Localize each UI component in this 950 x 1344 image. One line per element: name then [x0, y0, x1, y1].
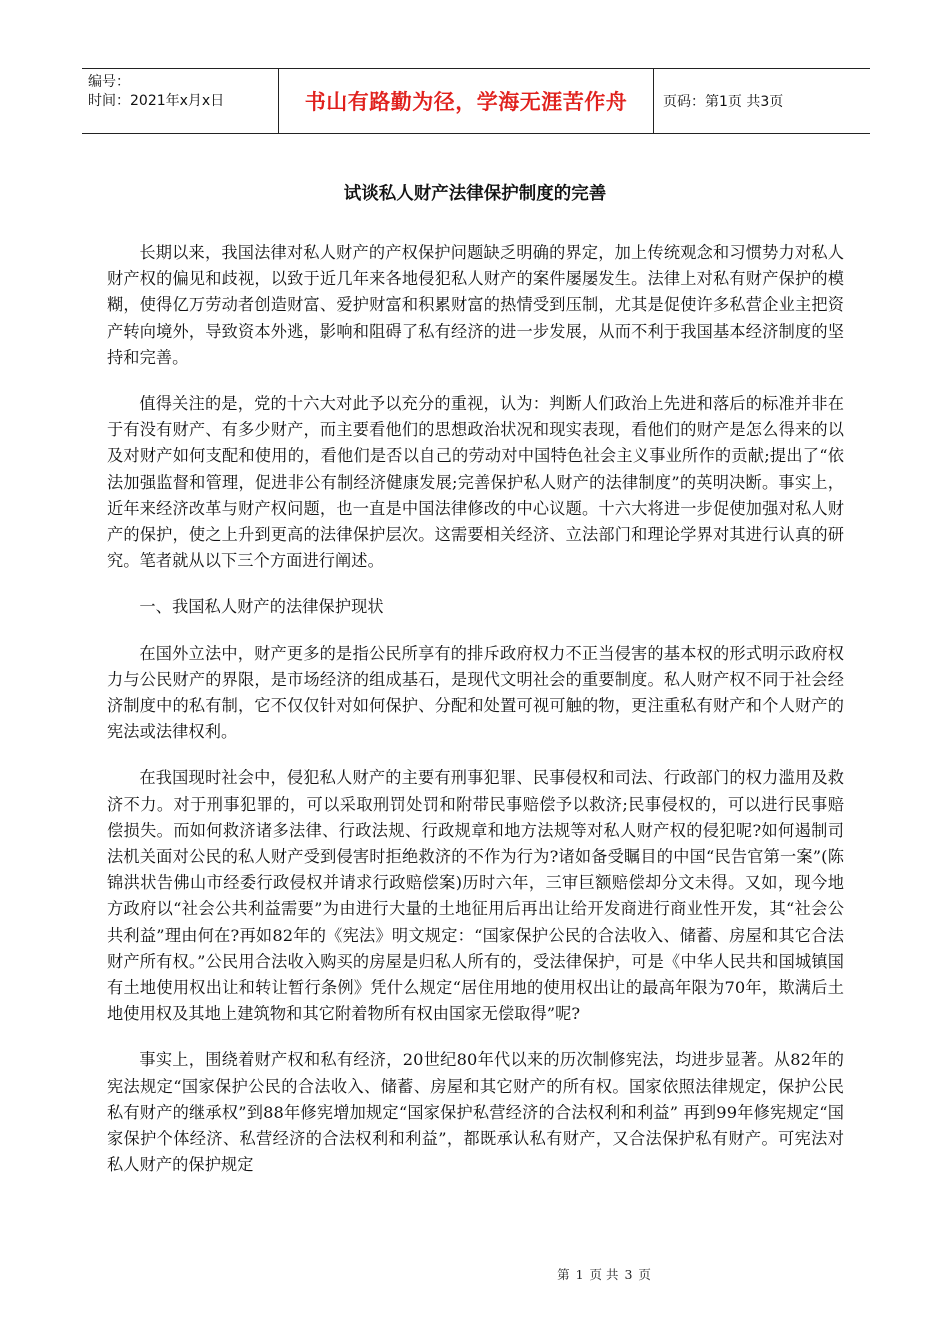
document-time-label: 时间：2021年x月x日 [88, 93, 225, 109]
footer-suffix: 页 [638, 1267, 651, 1282]
body-paragraph: 在国外立法中，财产更多的是指公民所享有的排斥政府权力不正当侵害的基本权的形式明示政府权力与公民财产的界限，是市场经济的组成基石，是现代文明社会的重要制度。私人财产权不同于社会经济制度中的私有制，它不仅仅针对如何保护、分配和处置可视可触的物，更注重私有财产和个人财产的宪法或法律权利。 [107, 643, 844, 742]
body-paragraph: 事实上，围绕着财产权和私有经济，20世纪80年代以来的历次制修宪法，均进步显著。从82年的宪法规定“国家保护公民的合法收入、储蓄、房屋和其它财产的所有权。国家依照法律规定，保护公民私有财产的继承权”到88年修宪增加规定“国家保护私营经济的合法权利和利益” 再到99年修宪规定“国家保护个体经济、私营经济的合法权利和利益”，都既承认私有财产，又合法保护私有财产。可宪法对私人财产的保护规定 [107, 1050, 844, 1175]
footer-total-pages: 3 [624, 1267, 633, 1282]
section-heading: 一、我国私人财产的法律保护现状 [139, 597, 384, 617]
document-number-label: 编号： [88, 74, 130, 90]
page-header [82, 68, 870, 134]
footer-prefix: 第 [557, 1267, 570, 1282]
body-paragraph: 长期以来，我国法律对私人财产的产权保护问题缺乏明确的界定，加上传统观念和习惯势力对私人财产权的偏见和歧视，以致于近几年来各地侵犯私人财产的案件屡屡发生。法律上对私有财产保护的模糊，使得亿万劳动者创造财富、爱护财富和积累财富的热情受到压制，尤其是促使许多私营企业主把资产转向境外，导致资本外逃，影响和阻碍了私有经济的进一步发展，从而不利于我国基本经济制度的坚持和完善。 [107, 243, 844, 367]
header-motto: 书山有路勤为径，学海无涯苦作舟 [279, 69, 654, 133]
footer-current-page: 1 [575, 1267, 584, 1282]
page-footer [0, 1265, 950, 1283]
footer-middle: 页 共 [589, 1267, 619, 1282]
header-meta [82, 69, 279, 133]
body-paragraph: 值得关注的是，党的十六大对此予以充分的重视，认为：判断人们政治上先进和落后的标准并非在于有没有财产、有多少财产，而主要看他们的思想政治状况和现实表现，看他们的财产是怎么得来的以及对财产如何支配和使用的，看他们是否以自己的劳动对中国特色社会主义事业所作的贡献;提出了“依法加强监督和管理，促进非公有制经济健康发展;完善保护私人财产的法律制度”的英明决断。事实上，近年来经济改革与财产权问题，也一直是中国法律修改的中心议题。十六大将进一步促使加强对私人财产的保护，使之上升到更高的法律保护层次。这需要相关经济、立法部门和理论学界对其进行认真的研究。笔者就从以下三个方面进行阐述。 [107, 394, 844, 571]
document-body [107, 240, 844, 1199]
header-page-info: 页码：第1页 共3页 [663, 94, 784, 110]
body-paragraph: 在我国现时社会中，侵犯私人财产的主要有刑事犯罪、民事侵权和司法、行政部门的权力滥用及救济不力。对于刑事犯罪的，可以采取刑罚处罚和附带民事赔偿予以救济;民事侵权的，可以进行民事赔偿损失。而如何救济诸多法律、行政法规、行政规章和地方法规等对私人财产权的侵犯呢?如何遏制司法机关面对公民的私人财产受到侵害时拒绝救济的不作为行为?诸如备受瞩目的中国“民告官第一案”(陈锦洪状告佛山市经委行政侵权并请求行政赔偿案)历时六年，三审巨额赔偿却分文未得。又如，现今地方政府以“社会公共利益需要”为由进行大量的土地征用后再出让给开发商进行商业性开发，其“社会公共利益”理由何在?再如82年的《宪法》明文规定：“国家保护公民的合法收入、储蓄、房屋和其它合法财产所有权。”公民用合法收入购买的房屋是归私人所有的，受法律保护，可是《中华人民共和国城镇国有土地使用权出让和转让暂行条例》凭什么规定“居住用地的使用权出让的最高年限为70年，欺满后土地使用权及其地上建筑物和其它附着物所有权由国家无偿取得”呢? [107, 768, 844, 1024]
document-title: 试谈私人财产法律保护制度的完善 [343, 184, 607, 204]
